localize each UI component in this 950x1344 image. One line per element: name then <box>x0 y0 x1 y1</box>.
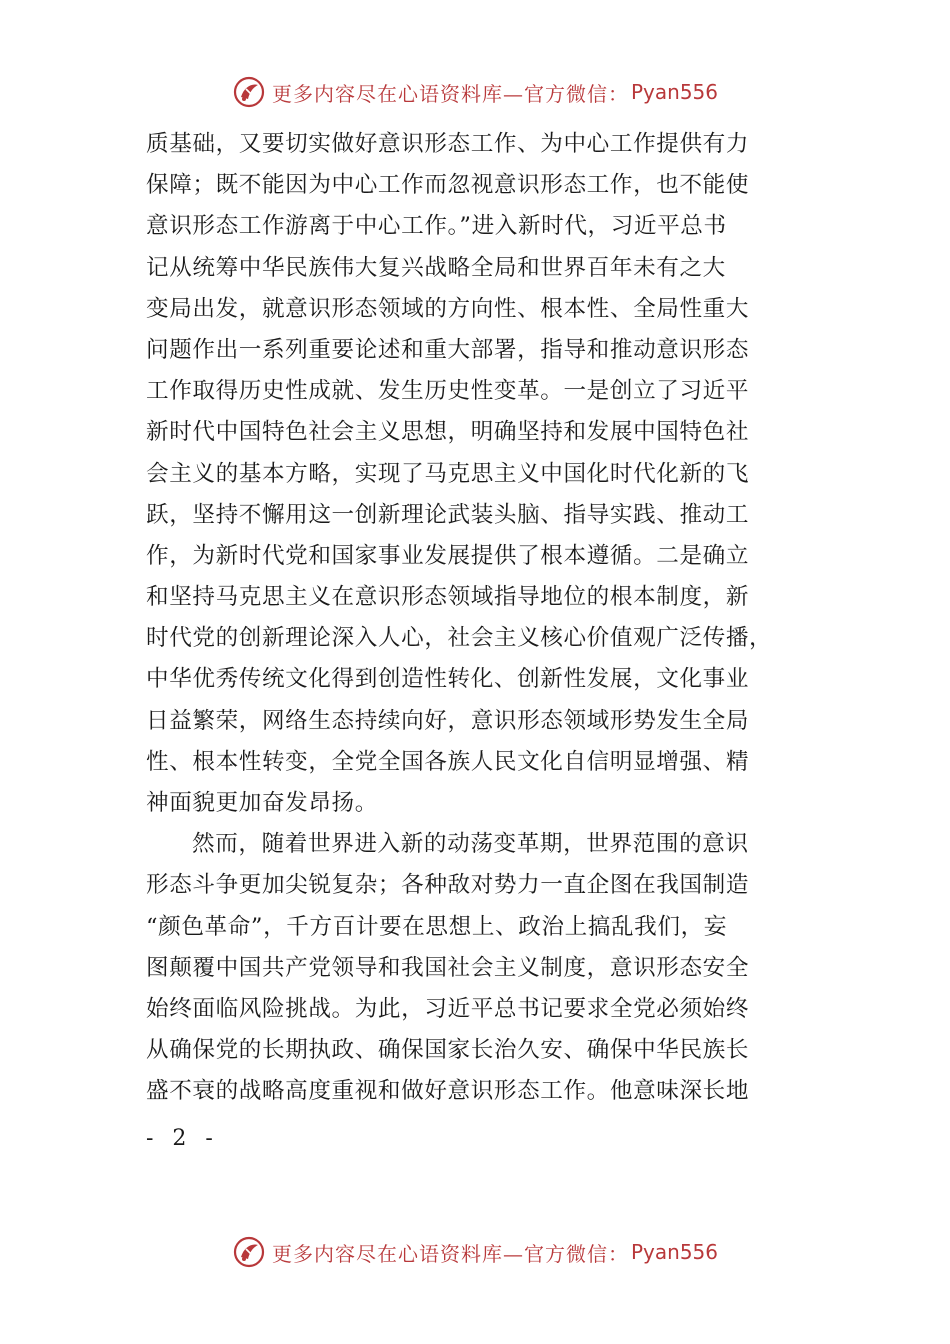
body-line: 变局出发，就意识形态领域的方向性、根本性、全局性重大 <box>146 295 750 322</box>
banner-text: 更多内容尽在心语资料库—官方微信： <box>271 1241 629 1266</box>
body-line: 意识形态工作游离于中心工作。”进入新时代，习近平总书 <box>146 213 727 240</box>
body-line: 神面貌更加奋发昂扬。 <box>146 790 378 816</box>
document-body <box>146 124 806 1113</box>
body-line: 日益繁荣，网络生态持续向好，意识形态领域形势发生全局 <box>146 707 750 734</box>
body-line: 新时代中国特色社会主义思想，明确坚持和发展中国特色社 <box>146 419 750 446</box>
body-line: 形态斗争更加尖锐复杂；各种敌对势力一直企图在我国制造 <box>146 872 750 899</box>
library-logo-icon <box>232 1235 266 1269</box>
body-line: 记从统筹中华民族伟大复兴战略全局和世界百年未有之大 <box>146 254 726 281</box>
body-line: 保障；既不能因为中心工作而忽视意识形态工作，也不能使 <box>146 172 750 199</box>
body-line: 图颠覆中国共产党领导和我国社会主义制度，意识形态安全 <box>146 954 750 981</box>
body-line: 工作取得历史性成就、发生历史性变革。一是创立了习近平 <box>146 378 750 405</box>
body-line: 问题作出一系列重要论述和重大部署，指导和推动意识形态 <box>146 336 750 363</box>
body-line: 从确保党的长期执政、确保国家长治久安、确保中华民族长 <box>146 1037 750 1064</box>
body-line: 性、根本性转变，全党全国各族人民文化自信明显增强、精 <box>146 748 750 775</box>
banner-text: 更多内容尽在心语资料库—官方微信： <box>271 81 629 106</box>
body-line: 始终面临风险挑战。为此，习近平总书记要求全党必须始终 <box>146 995 750 1022</box>
header-banner <box>0 72 950 112</box>
page-number: - 2 - <box>146 1126 219 1151</box>
body-line: 盛不衰的战略高度重视和做好意识形态工作。他意味深长地 <box>146 1078 750 1105</box>
banner-contact: Pyan556 <box>630 1240 718 1264</box>
footer-banner <box>0 1232 950 1272</box>
body-line: 跃，坚持不懈用这一创新理论武装头脑、指导实践、推动工 <box>146 501 750 528</box>
body-line: 中华优秀传统文化得到创造性转化、创新性发展，文化事业 <box>146 666 750 693</box>
body-line: 时代党的创新理论深入人心，社会主义核心价值观广泛传播， <box>146 625 773 652</box>
body-line: 质基础，又要切实做好意识形态工作、为中心工作提供有力 <box>146 131 750 157</box>
banner-contact: Pyan556 <box>630 80 718 104</box>
body-line: 然而，随着世界进入新的动荡变革期，世界范围的意识 <box>192 831 749 858</box>
library-logo-icon <box>232 75 266 109</box>
body-line: 会主义的基本方略，实现了马克思主义中国化时代化新的飞 <box>146 460 750 487</box>
body-line: “颜色革命”，千方百计要在思想上、政治上搞乱我们，妄 <box>146 913 727 940</box>
body-line: 作，为新时代党和国家事业发展提供了根本遵循。二是确立 <box>146 542 750 569</box>
body-line: 和坚持马克思主义在意识形态领域指导地位的根本制度，新 <box>146 584 750 611</box>
